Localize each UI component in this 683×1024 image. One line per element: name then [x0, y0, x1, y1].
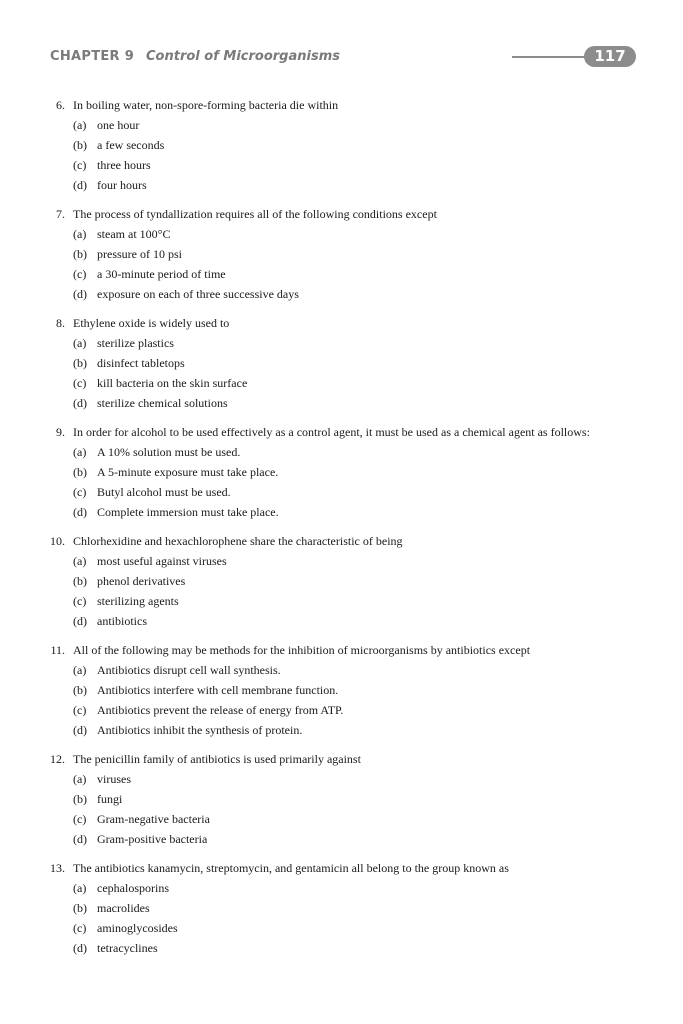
- answer-option: [0, 462, 683, 482]
- question-item: [0, 531, 683, 631]
- answer-option: [0, 700, 683, 720]
- option-text: phenol derivatives: [97, 574, 186, 588]
- question-number: 10.: [50, 534, 65, 548]
- answer-option: [0, 155, 683, 175]
- question-number: 11.: [50, 643, 65, 657]
- option-text: Gram-negative bacteria: [97, 812, 210, 826]
- answer-option: [0, 502, 683, 522]
- option-letter: (a): [73, 663, 87, 677]
- question-text: All of the following may be methods for the inhibition of microorganisms by antibiotics except: [73, 643, 531, 657]
- question-stem: [0, 749, 683, 769]
- option-letter: (a): [73, 772, 87, 786]
- page-number-badge: 117: [584, 46, 636, 67]
- answer-option: [0, 898, 683, 918]
- answer-option: [0, 284, 683, 304]
- option-text: disinfect tabletops: [97, 356, 185, 370]
- option-text: three hours: [97, 158, 151, 172]
- option-text: a 30-minute period of time: [97, 267, 226, 281]
- answer-option: [0, 442, 683, 462]
- answer-option: [0, 482, 683, 502]
- question-stem: [0, 858, 683, 878]
- option-text: viruses: [97, 772, 131, 786]
- option-letter: (a): [73, 118, 87, 132]
- question-number: 7.: [56, 207, 65, 221]
- option-text: Complete immersion must take place.: [97, 505, 279, 519]
- answer-option: [0, 878, 683, 898]
- question-number: 6.: [56, 98, 65, 112]
- question-item: [0, 749, 683, 849]
- option-letter: (d): [73, 505, 87, 519]
- question-item: [0, 422, 683, 522]
- question-text: In boiling water, non-spore-forming bacteria die within: [73, 98, 339, 112]
- running-header: [50, 46, 640, 70]
- option-letter: (b): [73, 901, 87, 915]
- option-letter: (c): [73, 594, 87, 608]
- option-letter: (b): [73, 465, 87, 479]
- option-letter: (d): [73, 941, 87, 955]
- question-text: In order for alcohol to be used effectively as a control agent, it must be used as a chemical agent as follows:: [73, 425, 590, 439]
- option-text: fungi: [97, 792, 123, 806]
- option-text: Antibiotics interfere with cell membrane function.: [97, 683, 339, 697]
- option-letter: (a): [73, 336, 87, 350]
- question-stem: [0, 95, 683, 115]
- answer-option: [0, 115, 683, 135]
- option-letter: (b): [73, 138, 87, 152]
- option-text: sterilize chemical solutions: [97, 396, 228, 410]
- option-letter: (a): [73, 881, 87, 895]
- option-letter: (b): [73, 683, 87, 697]
- answer-option: [0, 829, 683, 849]
- answer-option: [0, 333, 683, 353]
- chapter-label: CHAPTER 9: [50, 49, 135, 64]
- answer-option: [0, 720, 683, 740]
- option-letter: (b): [73, 792, 87, 806]
- option-letter: (d): [73, 832, 87, 846]
- option-letter: (c): [73, 921, 87, 935]
- question-item: [0, 95, 683, 195]
- option-text: macrolides: [97, 901, 150, 915]
- question-text: The antibiotics kanamycin, streptomycin, and gentamicin all belong to the group known as: [73, 861, 509, 875]
- question-item: [0, 204, 683, 304]
- option-text: one hour: [97, 118, 140, 132]
- option-text: steam at 100°C: [97, 227, 171, 241]
- question-stem: [0, 204, 683, 224]
- question-text: Chlorhexidine and hexachlorophene share the characteristic of being: [73, 534, 403, 548]
- option-text: kill bacteria on the skin surface: [97, 376, 248, 390]
- answer-option: [0, 938, 683, 958]
- option-letter: (c): [73, 703, 87, 717]
- option-letter: (b): [73, 247, 87, 261]
- option-text: most useful against viruses: [97, 554, 227, 568]
- option-text: aminoglycosides: [97, 921, 178, 935]
- option-letter: (d): [73, 396, 87, 410]
- option-letter: (b): [73, 356, 87, 370]
- answer-option: [0, 611, 683, 631]
- option-text: sterilizing agents: [97, 594, 179, 608]
- option-text: Gram-positive bacteria: [97, 832, 208, 846]
- option-text: a few seconds: [97, 138, 165, 152]
- option-letter: (a): [73, 227, 87, 241]
- answer-option: [0, 591, 683, 611]
- question-item: [0, 858, 683, 958]
- option-letter: (d): [73, 614, 87, 628]
- option-text: pressure of 10 psi: [97, 247, 182, 261]
- answer-option: [0, 809, 683, 829]
- answer-option: [0, 175, 683, 195]
- answer-option: [0, 224, 683, 244]
- answer-option: [0, 551, 683, 571]
- option-letter: (c): [73, 485, 87, 499]
- question-list: [0, 95, 683, 967]
- option-text: Antibiotics disrupt cell wall synthesis.: [97, 663, 281, 677]
- option-text: Butyl alcohol must be used.: [97, 485, 231, 499]
- answer-option: [0, 353, 683, 373]
- option-letter: (a): [73, 445, 87, 459]
- question-number: 9.: [56, 425, 65, 439]
- option-text: sterilize plastics: [97, 336, 174, 350]
- option-text: A 10% solution must be used.: [97, 445, 241, 459]
- option-letter: (a): [73, 554, 87, 568]
- option-letter: (b): [73, 574, 87, 588]
- answer-option: [0, 680, 683, 700]
- question-item: [0, 640, 683, 740]
- question-stem: [0, 313, 683, 333]
- option-text: Antibiotics inhibit the synthesis of protein.: [97, 723, 303, 737]
- answer-option: [0, 918, 683, 938]
- question-text: The process of tyndallization requires all of the following conditions except: [73, 207, 437, 221]
- option-letter: (d): [73, 178, 87, 192]
- question-item: [0, 313, 683, 413]
- question-number: 8.: [56, 316, 65, 330]
- option-letter: (c): [73, 812, 87, 826]
- answer-option: [0, 789, 683, 809]
- option-text: antibiotics: [97, 614, 147, 628]
- question-stem: [0, 422, 683, 442]
- answer-option: [0, 244, 683, 264]
- answer-option: [0, 264, 683, 284]
- option-letter: (d): [73, 287, 87, 301]
- option-text: Antibiotics prevent the release of energy from ATP.: [97, 703, 344, 717]
- option-text: tetracyclines: [97, 941, 158, 955]
- question-stem: [0, 640, 683, 660]
- question-number: 13.: [50, 861, 65, 875]
- option-text: cephalosporins: [97, 881, 169, 895]
- question-text: The penicillin family of antibiotics is used primarily against: [73, 752, 361, 766]
- question-stem: [0, 531, 683, 551]
- option-letter: (c): [73, 267, 87, 281]
- answer-option: [0, 660, 683, 680]
- option-letter: (c): [73, 376, 87, 390]
- answer-option: [0, 393, 683, 413]
- answer-option: [0, 571, 683, 591]
- answer-option: [0, 769, 683, 789]
- question-number: 12.: [50, 752, 65, 766]
- option-text: four hours: [97, 178, 147, 192]
- option-text: exposure on each of three successive days: [97, 287, 299, 301]
- option-text: A 5-minute exposure must take place.: [97, 465, 279, 479]
- question-text: Ethylene oxide is widely used to: [73, 316, 230, 330]
- answer-option: [0, 373, 683, 393]
- chapter-title: Control of Microorganisms: [146, 49, 340, 64]
- option-letter: (c): [73, 158, 87, 172]
- answer-option: [0, 135, 683, 155]
- option-letter: (d): [73, 723, 87, 737]
